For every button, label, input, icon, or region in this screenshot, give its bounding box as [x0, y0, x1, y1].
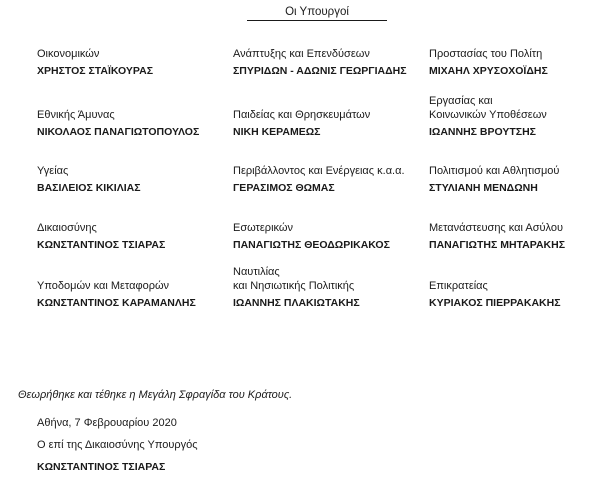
ministry-label: Πολιτισμού και Αθλητισμού [429, 165, 560, 177]
minister-name: ΠΑΝΑΓΙΩΤΗΣ ΘΕΟΔΩΡΙΚΑΚΟΣ [233, 239, 390, 251]
ministry-label: Οικονομικών [37, 48, 100, 60]
minister-name: ΣΤΥΛΙΑΝΗ ΜΕΝΔΩΝΗ [429, 182, 538, 194]
minister-name: ΚΩΝΣΤΑΝΤΙΝΟΣ ΤΣΙΑΡΑΣ [37, 239, 166, 251]
ministry-label: Εσωτερικών [233, 222, 293, 234]
minister-name: ΙΩΑΝΝΗΣ ΠΛΑΚΙΩΤΑΚΗΣ [233, 297, 360, 309]
minister-block [233, 164, 423, 195]
minister-name: ΒΑΣΙΛΕΙΟΣ ΚΙΚΙΛΙΑΣ [37, 182, 141, 194]
ministry-label: Υποδομών και Μεταφορών [37, 280, 170, 292]
minister-name: ΜΙΧΑΗΛ ΧΡΥΣΟΧΟΪΔΗΣ [429, 65, 548, 77]
minister-block [429, 164, 601, 195]
ministry-label: Επικρατείας [429, 280, 488, 292]
ministry-label: Ανάπτυξης και Επενδύσεων [233, 48, 370, 60]
ministry-label: Παιδείας και Θρησκευμάτων [233, 109, 371, 121]
minister-block [429, 47, 601, 78]
place-date: Αθήνα, 7 Φεβρουαρίου 2020 [37, 417, 177, 429]
ministry-label: Εργασίας και Κοινωνικών Υποθέσεων [429, 95, 547, 121]
minister-block [429, 279, 601, 310]
seal-statement: Θεωρήθηκε και τέθηκε η Μεγάλη Σφραγίδα του Κράτους. [18, 389, 293, 401]
ministry-label: Ναυτιλίας και Νησιωτικής Πολιτικής [233, 266, 355, 292]
minister-block [37, 164, 227, 195]
minister-name: ΙΩΑΝΝΗΣ ΒΡΟΥΤΣΗΣ [429, 126, 536, 138]
ministers-heading: Οι Υπουργοί [247, 6, 387, 21]
minister-name: ΝΙΚΗ ΚΕΡΑΜΕΩΣ [233, 126, 321, 138]
ministry-label: Προστασίας του Πολίτη [429, 48, 543, 60]
ministry-label: Περιβάλλοντος και Ενέργειας κ.α.α. [233, 165, 405, 177]
ministry-label: Υγείας [37, 165, 69, 177]
ministry-label: Δικαιοσύνης [37, 222, 97, 234]
minister-block [233, 47, 423, 78]
minister-block [37, 108, 227, 139]
signatory-name: ΚΩΝΣΤΑΝΤΙΝΟΣ ΤΣΙΑΡΑΣ [37, 461, 166, 473]
signatory-role: Ο επί της Δικαιοσύνης Υπουργός [37, 439, 198, 451]
minister-block [37, 47, 227, 78]
ministry-label: Εθνικής Άμυνας [37, 109, 115, 121]
minister-block [233, 108, 423, 139]
minister-block [233, 265, 423, 310]
ministry-label: Μετανάστευσης και Ασύλου [429, 222, 564, 234]
minister-block [233, 221, 423, 252]
minister-block [429, 94, 601, 139]
minister-name: ΓΕΡΑΣΙΜΟΣ ΘΩΜΑΣ [233, 182, 335, 194]
minister-block [37, 221, 227, 252]
minister-name: ΧΡΗΣΤΟΣ ΣΤΑΪΚΟΥΡΑΣ [37, 65, 154, 77]
minister-name: ΠΑΝΑΓΙΩΤΗΣ ΜΗΤΑΡΑΚΗΣ [429, 239, 566, 251]
minister-block [37, 279, 227, 310]
minister-name: ΣΠΥΡΙΔΩΝ - ΑΔΩΝΙΣ ΓΕΩΡΓΙΑΔΗΣ [233, 65, 407, 77]
minister-name: ΚΥΡΙΑΚΟΣ ΠΙΕΡΡΑΚΑΚΗΣ [429, 297, 561, 309]
minister-block [429, 221, 601, 252]
minister-name: ΚΩΝΣΤΑΝΤΙΝΟΣ ΚΑΡΑΜΑΝΛΗΣ [37, 297, 196, 309]
minister-name: ΝΙΚΟΛΑΟΣ ΠΑΝΑΓΙΩΤΟΠΟΥΛΟΣ [37, 126, 200, 138]
